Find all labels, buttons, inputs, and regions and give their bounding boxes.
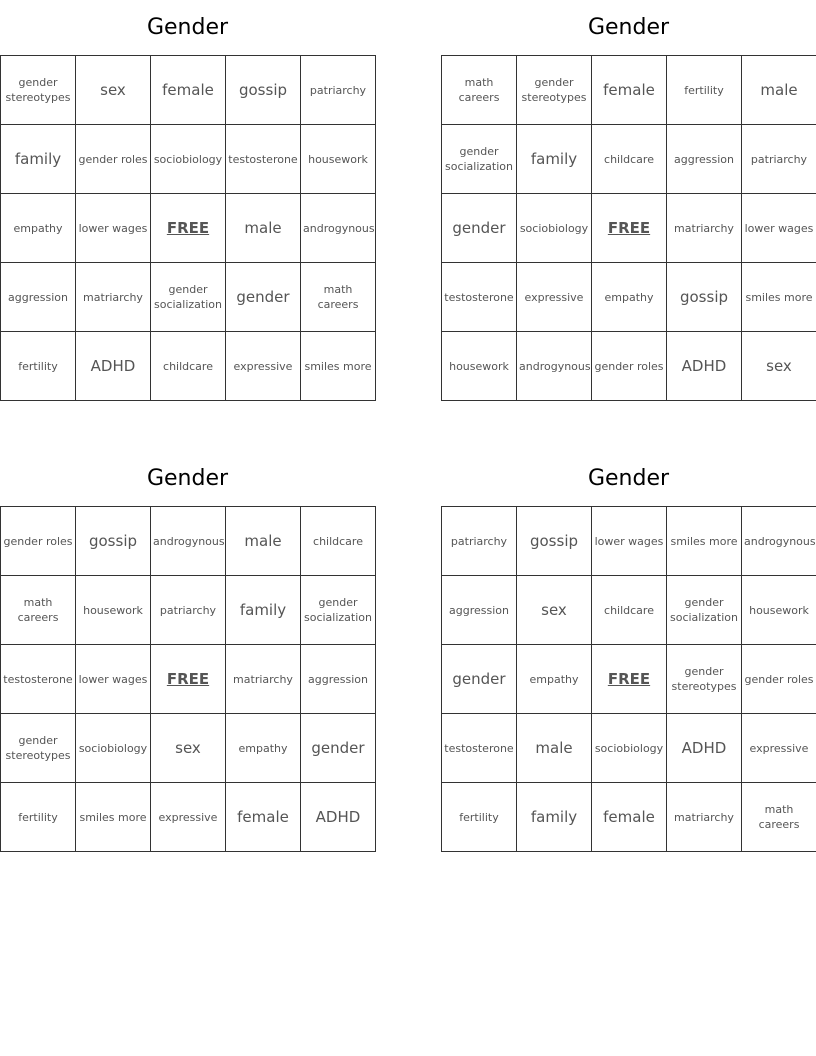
bingo-cell: lower wages bbox=[76, 645, 151, 714]
bingo-cell: math careers bbox=[1, 576, 76, 645]
bingo-cell: gossip bbox=[76, 507, 151, 576]
bingo-cell: housework bbox=[442, 332, 517, 401]
bingo-cell: gossip bbox=[667, 263, 742, 332]
bingo-cell: patriarchy bbox=[442, 507, 517, 576]
bingo-row bbox=[1, 56, 376, 125]
bingo-row bbox=[1, 645, 376, 714]
bingo-cell: childcare bbox=[301, 507, 376, 576]
bingo-cell: matriarchy bbox=[226, 645, 301, 714]
bingo-cell: sex bbox=[742, 332, 816, 401]
bingo-cell: childcare bbox=[592, 125, 667, 194]
bingo-cell: gender roles bbox=[1, 507, 76, 576]
bingo-card-4 bbox=[441, 451, 816, 852]
bingo-cell: math careers bbox=[742, 783, 816, 852]
bingo-row bbox=[442, 507, 816, 576]
bingo-cell: androgynous bbox=[517, 332, 592, 401]
bingo-cell: expressive bbox=[742, 714, 816, 783]
card-title: Gender bbox=[146, 466, 229, 491]
bingo-cell: matriarchy bbox=[667, 783, 742, 852]
card-title: Gender bbox=[587, 15, 670, 40]
bingo-cell: sex bbox=[151, 714, 226, 783]
bingo-cell: lower wages bbox=[592, 507, 667, 576]
bingo-cell: aggression bbox=[667, 125, 742, 194]
bingo-cell: male bbox=[226, 194, 301, 263]
bingo-cell: family bbox=[226, 576, 301, 645]
free-space: FREE bbox=[592, 645, 667, 714]
bingo-cell: gender stereotypes bbox=[517, 56, 592, 125]
bingo-cell: math careers bbox=[301, 263, 376, 332]
bingo-grid bbox=[0, 55, 376, 401]
bingo-cell: fertility bbox=[1, 783, 76, 852]
bingo-row bbox=[1, 783, 376, 852]
card-title: Gender bbox=[146, 15, 229, 40]
bingo-cell: gender bbox=[226, 263, 301, 332]
bingo-cell: male bbox=[517, 714, 592, 783]
bingo-row bbox=[442, 714, 816, 783]
bingo-cell: empathy bbox=[226, 714, 301, 783]
bingo-cell: gender bbox=[442, 645, 517, 714]
bingo-cell: androgynous bbox=[742, 507, 816, 576]
free-space: FREE bbox=[151, 194, 226, 263]
bingo-row bbox=[1, 263, 376, 332]
bingo-cell: smiles more bbox=[742, 263, 816, 332]
bingo-cell: sex bbox=[76, 56, 151, 125]
bingo-card-1 bbox=[0, 0, 375, 401]
bingo-row bbox=[442, 125, 816, 194]
bingo-cell: sex bbox=[517, 576, 592, 645]
bingo-row bbox=[442, 783, 816, 852]
bingo-cell: empathy bbox=[1, 194, 76, 263]
bingo-row bbox=[442, 194, 816, 263]
bingo-cell: aggression bbox=[301, 645, 376, 714]
free-space: FREE bbox=[151, 645, 226, 714]
bingo-cell: gender stereotypes bbox=[1, 56, 76, 125]
bingo-row bbox=[442, 576, 816, 645]
bingo-cell: expressive bbox=[226, 332, 301, 401]
bingo-row bbox=[1, 332, 376, 401]
bingo-cell: fertility bbox=[667, 56, 742, 125]
bingo-cell: aggression bbox=[442, 576, 517, 645]
bingo-cell: sociobiology bbox=[592, 714, 667, 783]
bingo-cell: smiles more bbox=[301, 332, 376, 401]
bingo-cell: empathy bbox=[517, 645, 592, 714]
bingo-cell: aggression bbox=[1, 263, 76, 332]
bingo-cell: fertility bbox=[1, 332, 76, 401]
bingo-cell: gossip bbox=[517, 507, 592, 576]
bingo-cell: housework bbox=[76, 576, 151, 645]
bingo-cell: male bbox=[226, 507, 301, 576]
bingo-row bbox=[442, 332, 816, 401]
bingo-cell: housework bbox=[742, 576, 816, 645]
bingo-cell: ADHD bbox=[301, 783, 376, 852]
bingo-cell: gender stereotypes bbox=[1, 714, 76, 783]
bingo-cell: ADHD bbox=[667, 714, 742, 783]
free-space: FREE bbox=[592, 194, 667, 263]
bingo-cell: housework bbox=[301, 125, 376, 194]
bingo-cell: gender socialization bbox=[442, 125, 517, 194]
bingo-cell: patriarchy bbox=[742, 125, 816, 194]
bingo-row bbox=[442, 56, 816, 125]
bingo-row bbox=[1, 576, 376, 645]
bingo-cell: family bbox=[1, 125, 76, 194]
bingo-cell: female bbox=[226, 783, 301, 852]
bingo-cell: testosterone bbox=[442, 714, 517, 783]
bingo-cell: empathy bbox=[592, 263, 667, 332]
bingo-row bbox=[1, 125, 376, 194]
bingo-cell: lower wages bbox=[742, 194, 816, 263]
bingo-cell: fertility bbox=[442, 783, 517, 852]
bingo-cell: gender socialization bbox=[151, 263, 226, 332]
bingo-cell: patriarchy bbox=[301, 56, 376, 125]
bingo-cell: female bbox=[592, 783, 667, 852]
bingo-card-3 bbox=[0, 451, 375, 852]
bingo-grid bbox=[0, 506, 376, 852]
bingo-cell: female bbox=[151, 56, 226, 125]
bingo-cell: gender roles bbox=[76, 125, 151, 194]
card-title: Gender bbox=[587, 466, 670, 491]
bingo-cell: gender roles bbox=[742, 645, 816, 714]
bingo-cell: family bbox=[517, 125, 592, 194]
bingo-row bbox=[442, 263, 816, 332]
bingo-grid bbox=[441, 55, 816, 401]
bingo-row bbox=[1, 194, 376, 263]
bingo-cell: male bbox=[742, 56, 816, 125]
bingo-card-2 bbox=[441, 0, 816, 401]
bingo-cell: sociobiology bbox=[76, 714, 151, 783]
bingo-cell: ADHD bbox=[667, 332, 742, 401]
bingo-cell: gender socialization bbox=[301, 576, 376, 645]
bingo-cell: math careers bbox=[442, 56, 517, 125]
bingo-cell: smiles more bbox=[76, 783, 151, 852]
bingo-cell: androgynous bbox=[301, 194, 376, 263]
bingo-cell: androgynous bbox=[151, 507, 226, 576]
bingo-cell: smiles more bbox=[667, 507, 742, 576]
bingo-cell: patriarchy bbox=[151, 576, 226, 645]
bingo-cell: matriarchy bbox=[76, 263, 151, 332]
bingo-cell: testosterone bbox=[442, 263, 517, 332]
bingo-cell: gender bbox=[442, 194, 517, 263]
bingo-cell: gender bbox=[301, 714, 376, 783]
bingo-cell: expressive bbox=[517, 263, 592, 332]
bingo-cell: sociobiology bbox=[517, 194, 592, 263]
bingo-cell: childcare bbox=[592, 576, 667, 645]
bingo-cell: ADHD bbox=[76, 332, 151, 401]
bingo-cell: childcare bbox=[151, 332, 226, 401]
bingo-cell: testosterone bbox=[226, 125, 301, 194]
bingo-cell: gender roles bbox=[592, 332, 667, 401]
bingo-cell: testosterone bbox=[1, 645, 76, 714]
bingo-cell: matriarchy bbox=[667, 194, 742, 263]
bingo-cell: gender socialization bbox=[667, 576, 742, 645]
bingo-cell: gossip bbox=[226, 56, 301, 125]
bingo-row bbox=[1, 507, 376, 576]
bingo-cell: gender stereotypes bbox=[667, 645, 742, 714]
bingo-row bbox=[1, 714, 376, 783]
bingo-cell: sociobiology bbox=[151, 125, 226, 194]
bingo-cell: expressive bbox=[151, 783, 226, 852]
bingo-cell: lower wages bbox=[76, 194, 151, 263]
bingo-row bbox=[442, 645, 816, 714]
bingo-cell: female bbox=[592, 56, 667, 125]
bingo-grid bbox=[441, 506, 816, 852]
bingo-cell: family bbox=[517, 783, 592, 852]
